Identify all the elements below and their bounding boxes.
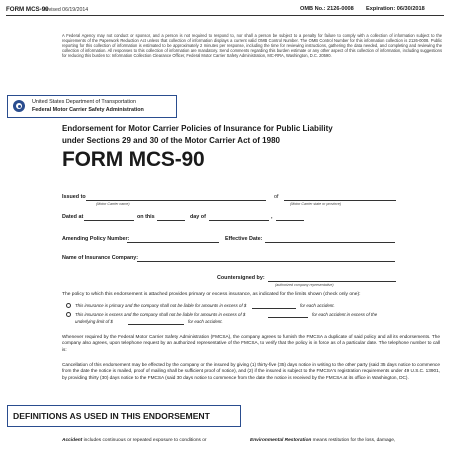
effective-label: Effective Date: [225, 236, 263, 242]
verification-paragraph: Whenever required by the Federal Motor Carrier Safety Administration (FMCSA), the company agrees to furnish the FMCSA a duplicate of said policy and all its endorsements. The company also agrees, upon telephone request by an authorized representative of the FMCSA, to verify that the policy is in force as of a particular date. The telephone number to call is: [62, 334, 440, 352]
accident-definition [62, 438, 207, 443]
accident-text: includes continuous or repeated exposure to conditions or [82, 438, 207, 443]
carrier-state-caption: (Motor Carrier state or province) [290, 202, 342, 206]
form-label: FORM MCS-90 [6, 6, 49, 13]
policy-statement: The policy to which this endorsement is attached provides primary or excess insurance, as indicated for the limits shown (check only one): [62, 292, 361, 297]
accident-term: Accident [62, 438, 83, 443]
amending-field[interactable] [127, 242, 219, 243]
on-this-label: on this [137, 214, 155, 220]
agency-line2: Federal Motor Carrier Safety Administration [32, 106, 144, 113]
dot-seal-icon [13, 100, 25, 112]
cancellation-paragraph: Cancellation of this endorsement may be effected by the company or the insured by giving (1) thirty-five (35) days notice in writing to the other party (said 35 days notice to commence from the date the notice is mailed, proof of mailing shall be sufficient proof of notice), and (2) if the insured is subject to the FMCSA's registration requirements under 49 U.S.C. 13901, by providing thirty (30) days notice to the FMCSA (said 30 days notice to commence from the date the notice is received by the FMCSA at its office in Washington, DC). [62, 362, 440, 380]
insurer-field[interactable] [137, 261, 395, 262]
countersigned-label: Countersigned by: [217, 275, 265, 281]
carrier-state-field[interactable] [284, 200, 396, 201]
omb-number: OMB No.: 2126-0008 [300, 6, 354, 12]
issued-to-label: Issued to [62, 194, 86, 200]
primary-option-tail: for each accident. [300, 302, 335, 308]
excess-amount-field[interactable] [268, 317, 308, 318]
primary-radio[interactable] [66, 303, 71, 308]
burden-notice: A Federal Agency may not conduct or sponsor, and a person is not required to respond to, nor shall a person be subject to a penalty for failure to comply with a collection of information subject to the requirements of the Paperwork Reduction Act unless that collection of information displays a current valid OMB Control Number. The OMB Control Number for this information collection is 2126-0008. Public reporting for this collection of information is estimated to be approximately 2 minutes per response, including the time for reviewing instructions, gathering the data needed, and completing and reviewing the collection of information. All responses to this collection of information are mandatory. Send comments regarding this burden estimate or any other aspect of this collection of information, including suggestions for reducing this burden to: Information Collection Clearance Officer, Federal Motor Carrier Safety Administration, MC-RRA, Washington, D.C. 20590. [62, 33, 442, 59]
excess-radio[interactable] [66, 312, 71, 317]
expiration-date: Expiration: 06/30/2018 [366, 6, 425, 12]
of-label: of [274, 194, 279, 200]
comma-sep: , [271, 214, 273, 220]
insurer-label: Name of Insurance Company: [62, 255, 139, 261]
carrier-name-field[interactable] [86, 200, 266, 201]
excess-option-text: This insurance is excess and the company shall not be liable for amounts in excess of $ [75, 311, 246, 317]
environmental-text: means restitution for the loss, damage, [311, 438, 396, 443]
dated-at-field[interactable] [84, 220, 134, 221]
year-field[interactable] [276, 220, 304, 221]
month-field[interactable] [209, 220, 269, 221]
day-field[interactable] [157, 220, 185, 221]
primary-amount-field[interactable] [252, 308, 296, 309]
day-of-label: day of [190, 214, 206, 220]
carrier-name-caption: (Motor Carrier name) [96, 202, 130, 206]
revised-date: Revised 06/19/2014 [42, 6, 89, 13]
primary-option-text: This insurance is primary and the company shall not be liable for amounts in excess of $ [75, 302, 247, 308]
underlying-amount-field[interactable] [128, 324, 184, 325]
underlying-label: underlying limit of $ [75, 318, 113, 324]
environmental-term: Environmental Restoration [250, 438, 312, 443]
underlying-tail: for each accident. [188, 318, 223, 324]
definitions-heading: DEFINITIONS AS USED IN THIS ENDORSEMENT [13, 411, 210, 421]
amending-label: Amending Policy Number: [62, 236, 130, 242]
agency-line1: United States Department of Transportation [32, 99, 136, 105]
countersigned-caption: (authorized company representative) [275, 283, 334, 287]
effective-field[interactable] [265, 242, 395, 243]
dated-at-label: Dated at [62, 214, 84, 220]
definitions-box [7, 405, 241, 427]
environmental-definition [250, 438, 395, 443]
countersigned-field[interactable] [268, 281, 396, 282]
agency-box [7, 95, 177, 118]
header-rule [6, 15, 444, 16]
title-line1: Endorsement for Motor Carrier Policies of Insurance for Public Liability [62, 124, 333, 133]
excess-option-tail: for each accident in excess of the [312, 311, 378, 317]
title-line2: under Sections 29 and 30 of the Motor Carrier Act of 1980 [62, 136, 280, 145]
form-title: FORM MCS-90 [62, 148, 205, 171]
